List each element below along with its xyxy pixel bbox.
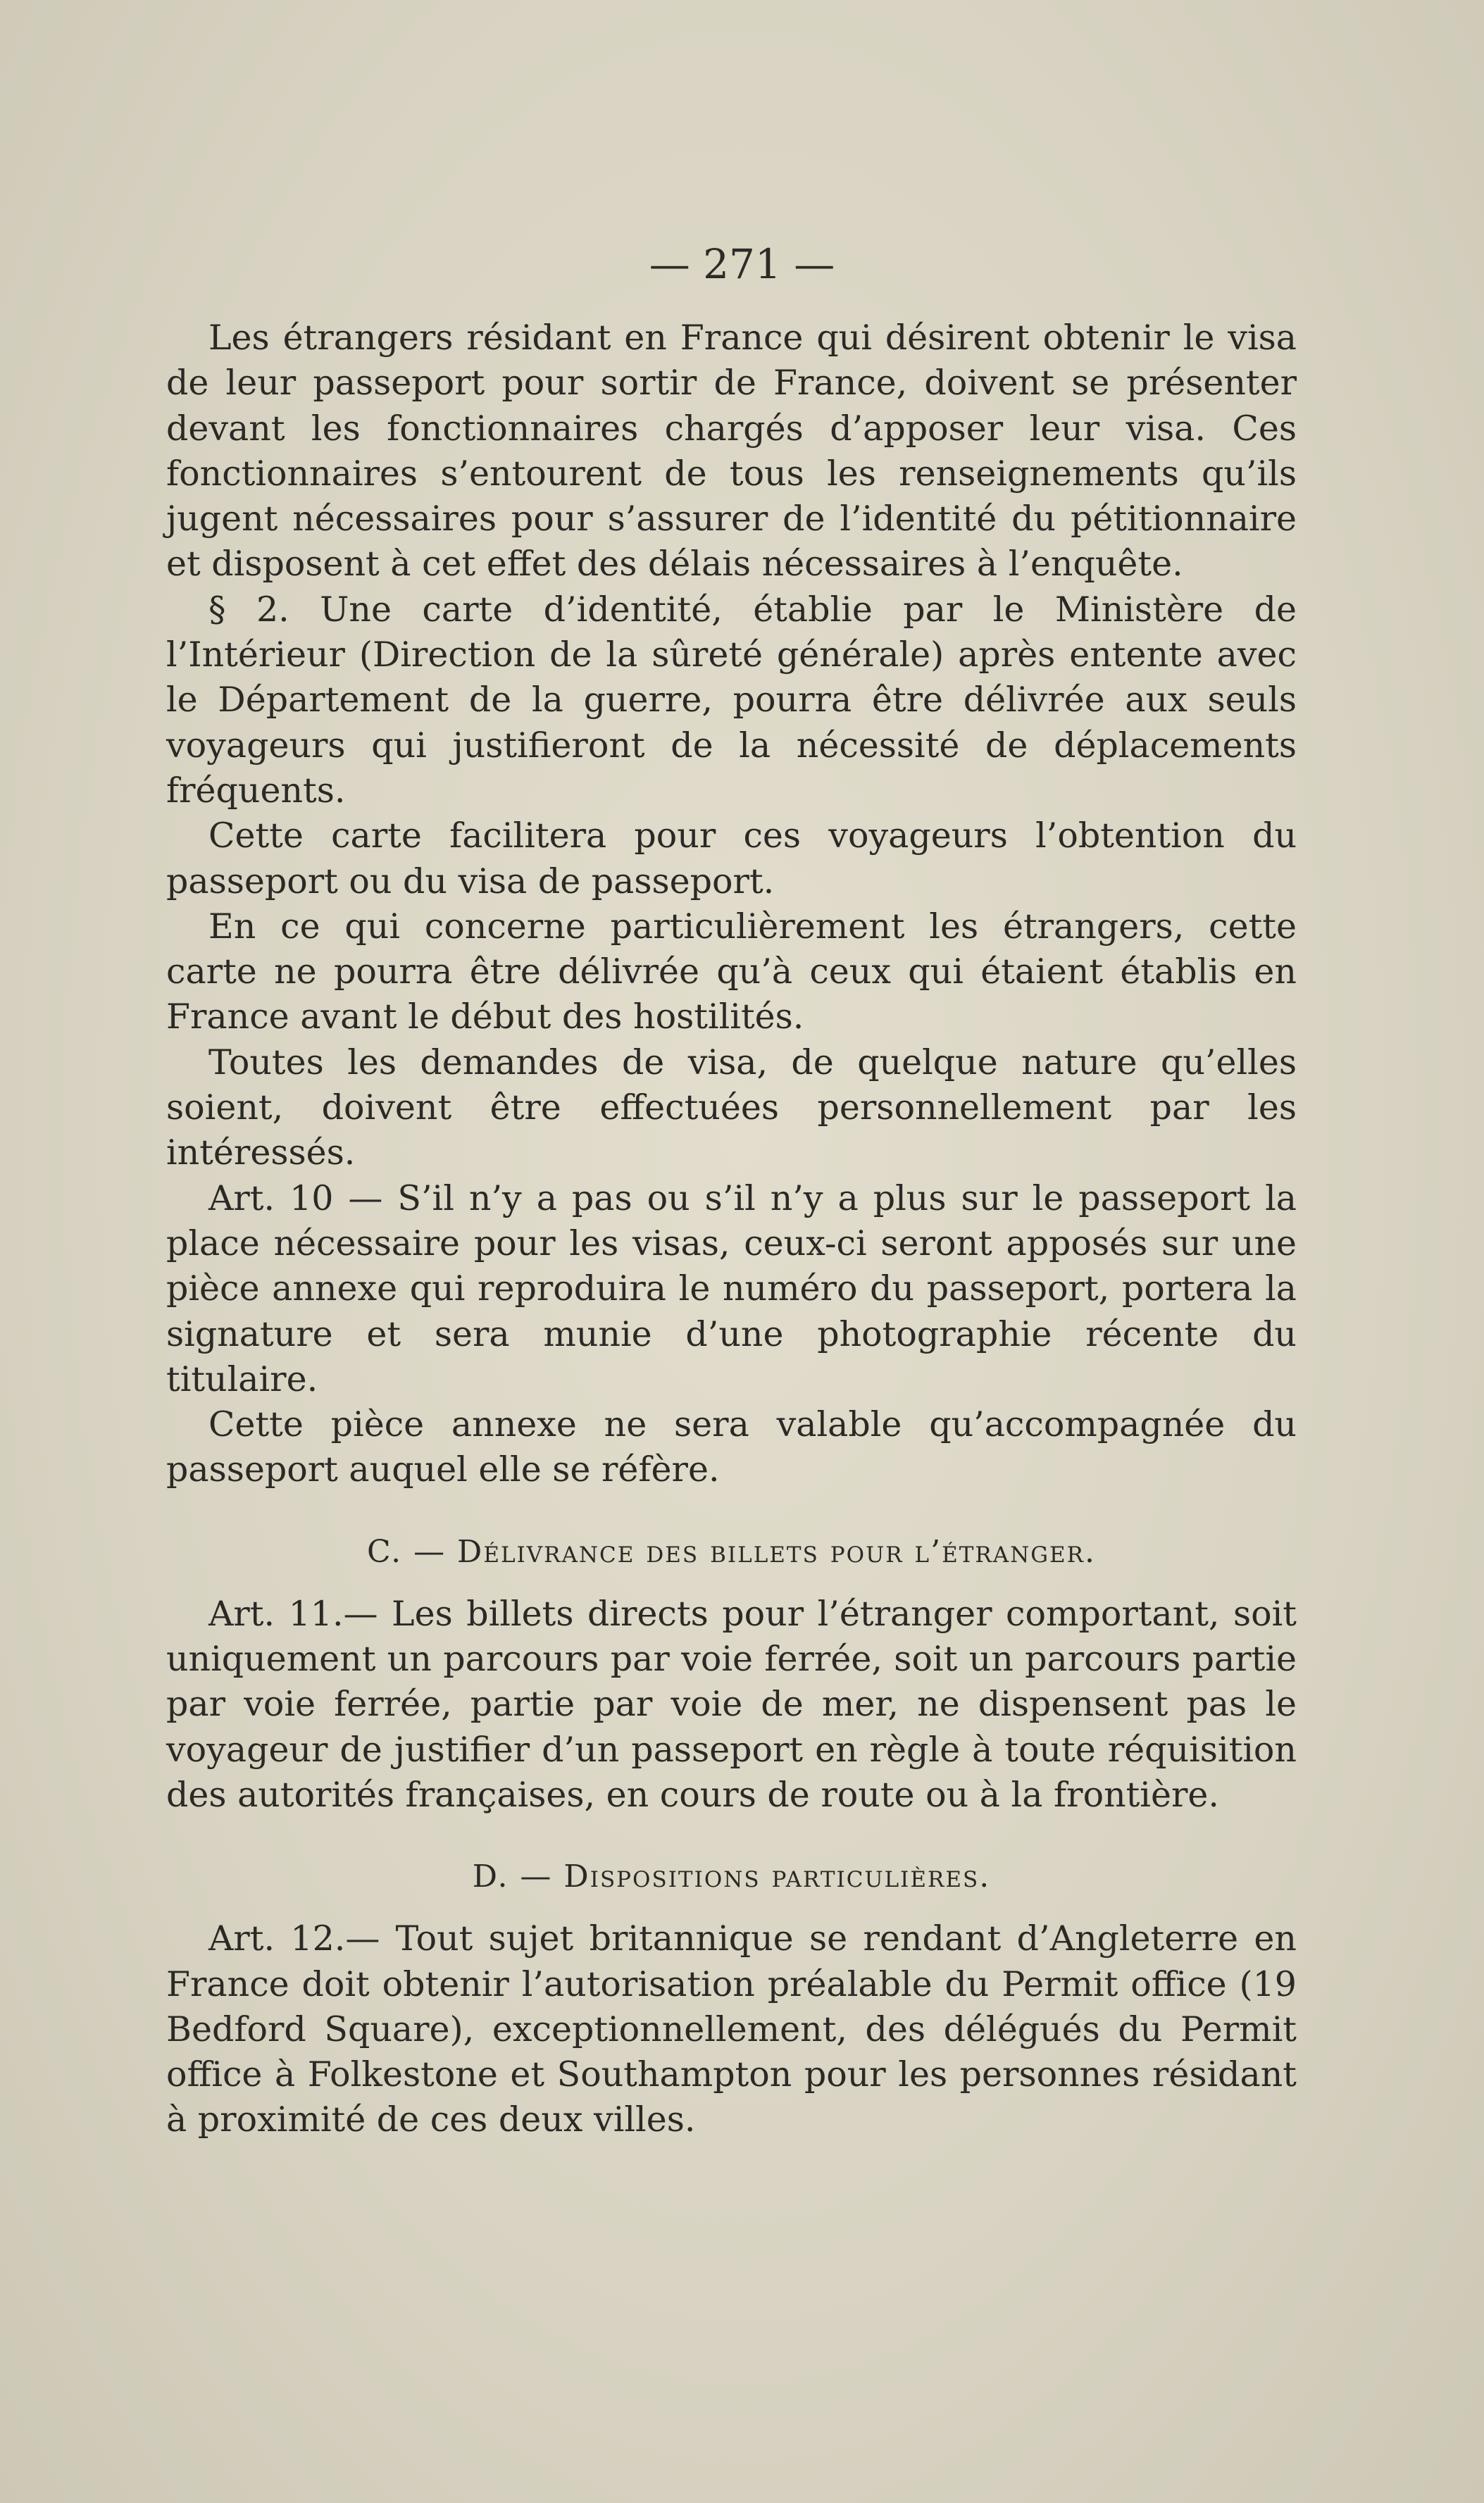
paragraph-card-facilitation: Cette carte facilitera pour ces voyageurs l’obtention du passeport ou du visa de passeport.	[166, 816, 1297, 901]
page-number: — 271 —	[649, 240, 835, 288]
paragraph-visa-requests: Toutes les demandes de visa, de quelque nature qu’elles soient, doivent être effectuées personnellement par les intéressés.	[166, 1042, 1297, 1173]
page-body	[166, 316, 1297, 2143]
paragraph-identity-card: § 2. Une carte d’identité, établie par le Ministère de l’Intérieur (Direction de la sûreté générale) après entente avec le Département de la guerre, pourra être délivrée aux seuls voyageurs qui justifieront de la nécessité de déplacements fréquents.	[166, 589, 1297, 811]
section-heading-d: D. — Dispositions particulières.	[472, 1859, 991, 1895]
paragraph-foreigners-card: En ce qui concerne particulièrement les étrangers, cette carte ne pourra être délivrée qu’à ceux qui étaient établis en France avant le début des hostilités.	[166, 906, 1297, 1037]
paragraph-visa-procedure: Les étrangers résidant en France qui désirent obtenir le visa de leur passeport pour sortir de France, doivent se présenter devant les fonctionnaires chargés d’apposer leur visa. Ces fonctionnaires s’entourent de tous les renseignements qu’ils jugent nécessaires pour s’assurer de l’identité du pétitionnaire et disposent à cet effet des délais nécessaires à l’enquête.	[166, 318, 1297, 585]
paragraph-article-11: Art. 11.— Les billets directs pour l’étranger comportant, soit uniquement un parcours par voie ferrée, soit un parcours partie par voie ferrée, partie par voie de mer, ne dispensent pas le voyageur de justifier d’un passeport en règle à toute réquisition des autorités françaises, en cours de route ou à la frontière.	[166, 1593, 1297, 1815]
paragraph-annex-validity: Cette pièce annexe ne sera valable qu’accompagnée du passeport auquel elle se réfère.	[166, 1404, 1297, 1490]
section-heading-c: C. — Délivrance des billets pour l’étranger.	[367, 1533, 1096, 1570]
paragraph-article-12: Art. 12.— Tout sujet britannique se rendant d’Angleterre en France doit obtenir l’autorisation préalable du Permit office (19 Bedford Square), exceptionnellement, des délégués du Permit office à Folkestone et Southampton pour les personnes résidant à proximité de ces deux villes.	[166, 1918, 1297, 2140]
paragraph-article-10: Art. 10 — S’il n’y a pas ou s’il n’y a plus sur le passeport la place nécessaire pour les visas, ceux-ci seront apposés sur une pièce annexe qui reproduira le numéro du passeport, portera la signature et sera munie d’une photographie récente du titulaire.	[166, 1178, 1297, 1399]
